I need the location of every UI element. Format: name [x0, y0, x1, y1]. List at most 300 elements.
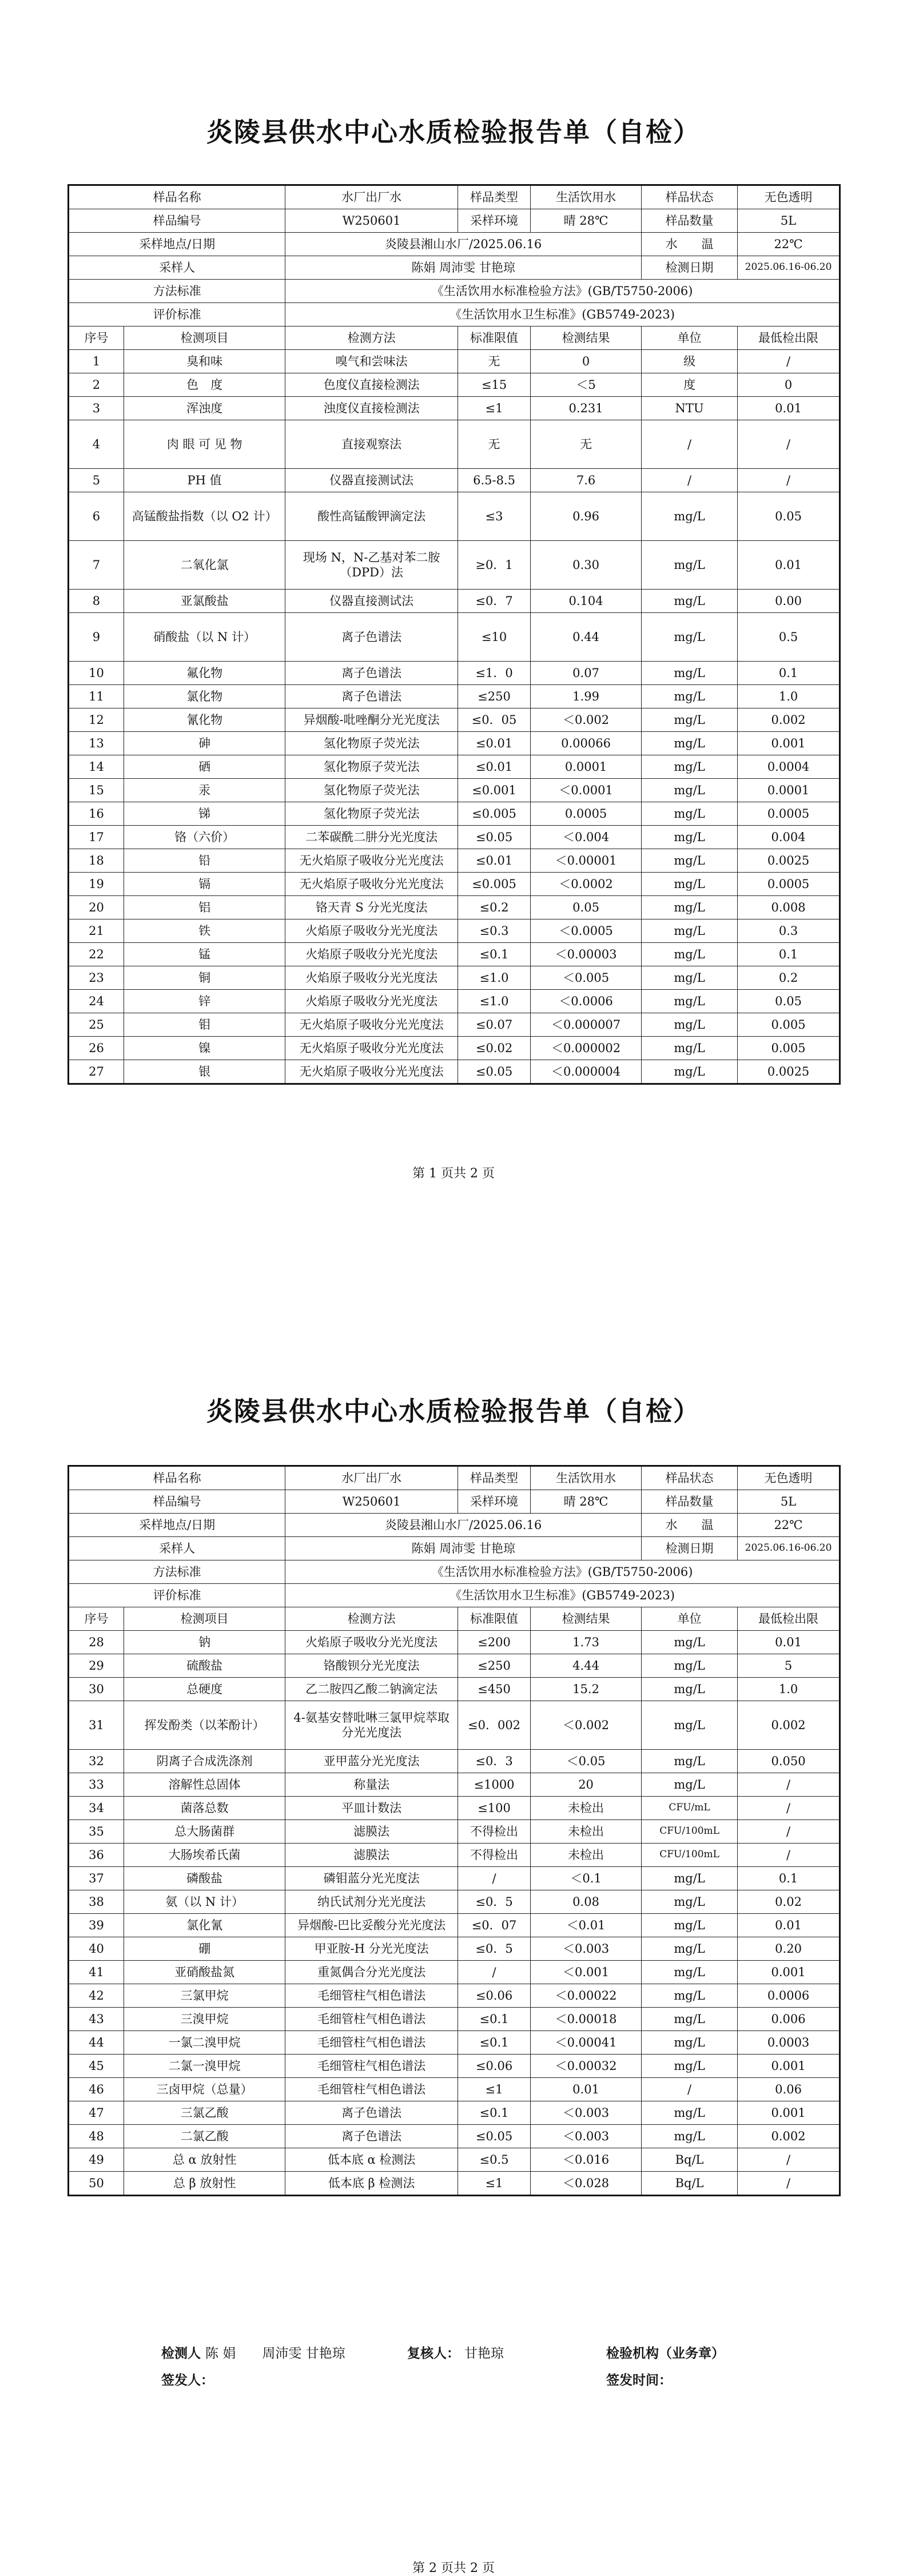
table-row: [69, 2078, 840, 2101]
table-row: [69, 420, 840, 469]
row-unit: mg/L: [642, 492, 738, 541]
row-method: 纳氏试剂分光光度法: [285, 1890, 458, 1914]
row-item: 锑: [124, 802, 285, 826]
row-result: ＜0.000004: [531, 1060, 642, 1084]
row-item: 亚氯酸盐: [124, 590, 285, 613]
row-result: ＜0.01: [531, 1914, 642, 1937]
row-result: ＜0.0001: [531, 779, 642, 802]
col-item: 检测项目: [124, 1607, 285, 1631]
row-no: 8: [69, 590, 124, 613]
row-no: 24: [69, 990, 124, 1013]
row-unit: mg/L: [642, 2055, 738, 2078]
row-item: 汞: [124, 779, 285, 802]
row-result: ＜0.028: [531, 2172, 642, 2196]
row-limit: ≤0.07: [458, 1013, 530, 1037]
row-min-detect: /: [738, 1844, 840, 1867]
row-unit: mg/L: [642, 1867, 738, 1890]
row-min-detect: 0.20: [738, 1937, 840, 1961]
row-limit: ≤1.0: [458, 990, 530, 1013]
row-min-detect: 0.01: [738, 397, 840, 420]
row-limit: 无: [458, 350, 530, 373]
table-row: [69, 1820, 840, 1844]
row-item: 镉: [124, 873, 285, 896]
column-header-row: [69, 327, 840, 350]
table-row: [69, 802, 840, 826]
row-method: 低本底 α 检测法: [285, 2148, 458, 2172]
row-result: ＜0.002: [531, 708, 642, 732]
row-item: 肉 眼 可 见 物: [124, 420, 285, 469]
row-method: 直接观察法: [285, 420, 458, 469]
row-method: 滤膜法: [285, 1844, 458, 1867]
row-no: 15: [69, 779, 124, 802]
row-result: ＜0.003: [531, 2101, 642, 2125]
table-row: [69, 966, 840, 990]
results-body: [69, 350, 840, 1084]
row-unit: CFU/mL: [642, 1797, 738, 1820]
col-no: 序号: [69, 327, 124, 350]
row-limit: ≤0.3: [458, 919, 530, 943]
row-result: 0.0005: [531, 802, 642, 826]
row-method: 离子色谱法: [285, 662, 458, 685]
row-min-detect: 0.01: [738, 1914, 840, 1937]
row-unit: mg/L: [642, 685, 738, 708]
row-item: 总硬度: [124, 1678, 285, 1701]
table-row: [69, 1844, 840, 1867]
row-limit: 无: [458, 420, 530, 469]
row-method: 无火焰原子吸收分光光度法: [285, 1013, 458, 1037]
row-result: ＜0.005: [531, 966, 642, 990]
sample-state: 无色透明: [738, 185, 840, 209]
row-min-detect: 0.0004: [738, 755, 840, 779]
row-min-detect: /: [738, 2148, 840, 2172]
row-limit: /: [458, 1961, 530, 1984]
sample-no-label: 样品编号: [69, 209, 285, 233]
row-method: 平皿计数法: [285, 1797, 458, 1820]
row-method: 甲亚胺-H 分光光度法: [285, 1937, 458, 1961]
row-min-detect: 0.001: [738, 1961, 840, 1984]
row-no: 9: [69, 613, 124, 662]
col-limit: 标准限值: [458, 327, 530, 350]
row-item: 镍: [124, 1037, 285, 1060]
row-result: 0.01: [531, 2078, 642, 2101]
row-limit: ≤0．7: [458, 590, 530, 613]
row-limit: ≤15: [458, 373, 530, 397]
qty: 5L: [738, 1490, 840, 1514]
row-limit: ≥0．1: [458, 541, 530, 590]
table-row: [69, 2055, 840, 2078]
row-min-detect: 0.05: [738, 492, 840, 541]
row-limit: ≤0.02: [458, 1037, 530, 1060]
row-unit: mg/L: [642, 2101, 738, 2125]
row-result: 1.99: [531, 685, 642, 708]
row-result: 0.96: [531, 492, 642, 541]
row-method: 磷钼蓝分光光度法: [285, 1867, 458, 1890]
row-result: 无: [531, 420, 642, 469]
row-min-detect: 0.0005: [738, 802, 840, 826]
row-no: 27: [69, 1060, 124, 1084]
row-min-detect: 0.01: [738, 541, 840, 590]
row-limit: ≤1: [458, 2172, 530, 2196]
table-row: [69, 708, 840, 732]
place-label: 采样地点/日期: [69, 233, 285, 256]
row-method: 现场 N，N-乙基对苯二胺（DPD）法: [285, 541, 458, 590]
table-row: [69, 541, 840, 590]
env-label: 采样环境: [458, 1490, 530, 1514]
row-result: 20: [531, 1773, 642, 1797]
row-item: 总 α 放射性: [124, 2148, 285, 2172]
row-method: 4-氨基安替吡啉三氯甲烷萃取分光光度法: [285, 1701, 458, 1750]
row-no: 11: [69, 685, 124, 708]
row-method: 无火焰原子吸收分光光度法: [285, 1060, 458, 1084]
row-limit: ≤0.06: [458, 1984, 530, 2008]
row-unit: mg/L: [642, 755, 738, 779]
row-unit: mg/L: [642, 1961, 738, 1984]
row-item: 铝: [124, 896, 285, 919]
row-limit: /: [458, 1867, 530, 1890]
test-date-label: 检测日期: [642, 1537, 738, 1560]
row-method: 仪器直接测试法: [285, 590, 458, 613]
row-item: 氟化物: [124, 662, 285, 685]
row-result: 15.2: [531, 1678, 642, 1701]
row-unit: mg/L: [642, 873, 738, 896]
table-row: [69, 826, 840, 849]
row-unit: NTU: [642, 397, 738, 420]
table-row: [69, 1013, 840, 1037]
row-result: 0.00066: [531, 732, 642, 755]
row-method: 离子色谱法: [285, 613, 458, 662]
sample-name-label: 样品名称: [69, 1466, 285, 1490]
eval-std: 《生活饮用水卫生标准》(GB5749-2023): [285, 303, 840, 327]
row-method: 二苯碳酰二肼分光光度法: [285, 826, 458, 849]
row-item: 三氯甲烷: [124, 1984, 285, 2008]
row-no: 47: [69, 2101, 124, 2125]
row-min-detect: 0.3: [738, 919, 840, 943]
table-row: [69, 2101, 840, 2125]
row-no: 29: [69, 1654, 124, 1678]
qty: 5L: [738, 209, 840, 233]
row-method: 无火焰原子吸收分光光度法: [285, 1037, 458, 1060]
test-date: 2025.06.16-06.20: [738, 256, 840, 280]
row-limit: ≤0．002: [458, 1701, 530, 1750]
row-item: 铬（六价）: [124, 826, 285, 849]
reviewer-name: 甘艳琼: [464, 2346, 504, 2361]
row-result: 未检出: [531, 1797, 642, 1820]
row-method: 嗅气和尝味法: [285, 350, 458, 373]
row-unit: mg/L: [642, 1984, 738, 2008]
row-unit: mg/L: [642, 1701, 738, 1750]
row-item: 铜: [124, 966, 285, 990]
row-unit: mg/L: [642, 613, 738, 662]
row-method: 氢化物原子荧光法: [285, 732, 458, 755]
row-limit: ≤0．5: [458, 1937, 530, 1961]
row-unit: mg/L: [642, 2008, 738, 2031]
row-min-detect: 0.1: [738, 943, 840, 966]
row-min-detect: 0.008: [738, 896, 840, 919]
row-unit: mg/L: [642, 896, 738, 919]
table-row: [69, 613, 840, 662]
row-limit: ≤0.1: [458, 2101, 530, 2125]
row-limit: ≤0.05: [458, 826, 530, 849]
row-method: 火焰原子吸收分光光度法: [285, 966, 458, 990]
row-limit: ≤0.01: [458, 755, 530, 779]
row-unit: mg/L: [642, 1013, 738, 1037]
table-row: [69, 1984, 840, 2008]
row-item: 锰: [124, 943, 285, 966]
table-row: [69, 2125, 840, 2148]
tester-names: 陈 娟 周沛雯 甘艳琼: [205, 2346, 345, 2361]
row-method: 离子色谱法: [285, 2101, 458, 2125]
row-limit: 6.5-8.5: [458, 469, 530, 492]
row-unit: mg/L: [642, 990, 738, 1013]
row-method: 铬酸钡分光光度法: [285, 1654, 458, 1678]
row-method: 离子色谱法: [285, 2125, 458, 2148]
row-item: 钼: [124, 1013, 285, 1037]
row-item: 铁: [124, 919, 285, 943]
row-method: 毛细管柱气相色谱法: [285, 2055, 458, 2078]
row-min-detect: /: [738, 420, 840, 469]
row-no: 6: [69, 492, 124, 541]
row-limit: ≤0.1: [458, 943, 530, 966]
row-unit: mg/L: [642, 1678, 738, 1701]
row-result: 0.0001: [531, 755, 642, 779]
row-item: 阴离子合成洗涤剂: [124, 1750, 285, 1773]
row-unit: /: [642, 420, 738, 469]
row-method: 火焰原子吸收分光光度法: [285, 943, 458, 966]
sampler: 陈娟 周沛雯 甘艳琼: [285, 1537, 642, 1560]
row-min-detect: 0.02: [738, 1890, 840, 1914]
row-limit: ≤10: [458, 613, 530, 662]
row-unit: mg/L: [642, 802, 738, 826]
row-unit: mg/L: [642, 1773, 738, 1797]
row-method: 色度仪直接检测法: [285, 373, 458, 397]
table-row: [69, 779, 840, 802]
env-label: 采样环境: [458, 209, 530, 233]
row-item: 氯化物: [124, 685, 285, 708]
row-result: 0.44: [531, 613, 642, 662]
table-row: [69, 1678, 840, 1701]
row-result: 0: [531, 350, 642, 373]
row-result: ＜0.00003: [531, 943, 642, 966]
row-method: 氢化物原子荧光法: [285, 802, 458, 826]
row-item: 硒: [124, 755, 285, 779]
row-item: 硼: [124, 1937, 285, 1961]
row-result: 7.6: [531, 469, 642, 492]
method-std-label: 方法标准: [69, 280, 285, 303]
table-row: [69, 350, 840, 373]
row-item: 硝酸盐（以 N 计）: [124, 613, 285, 662]
row-no: 17: [69, 826, 124, 849]
report-table: [67, 184, 841, 1085]
row-result: ＜0.002: [531, 1701, 642, 1750]
row-limit: ≤250: [458, 685, 530, 708]
row-no: 41: [69, 1961, 124, 1984]
col-result: 检测结果: [531, 1607, 642, 1631]
row-result: ＜0.000002: [531, 1037, 642, 1060]
row-min-detect: 1.0: [738, 1678, 840, 1701]
sample-name: 水厂出厂水: [285, 185, 458, 209]
row-method: 浊度仪直接检测法: [285, 397, 458, 420]
row-item: 浑浊度: [124, 397, 285, 420]
row-limit: ≤0.05: [458, 2125, 530, 2148]
table-row: [69, 919, 840, 943]
col-item: 检测项目: [124, 327, 285, 350]
row-no: 49: [69, 2148, 124, 2172]
row-min-detect: 0.0005: [738, 873, 840, 896]
row-item: 氰化物: [124, 708, 285, 732]
row-item: 亚硝酸盐氮: [124, 1961, 285, 1984]
col-min-detect: 最低检出限: [738, 1607, 840, 1631]
row-result: ＜0.00041: [531, 2031, 642, 2055]
row-unit: mg/L: [642, 826, 738, 849]
table-row: [69, 1631, 840, 1654]
table-row: [69, 990, 840, 1013]
row-limit: ≤3: [458, 492, 530, 541]
water-temp: 22℃: [738, 233, 840, 256]
row-unit: mg/L: [642, 919, 738, 943]
row-unit: mg/L: [642, 708, 738, 732]
row-no: 3: [69, 397, 124, 420]
row-limit: ≤200: [458, 1631, 530, 1654]
row-result: 0.08: [531, 1890, 642, 1914]
row-no: 36: [69, 1844, 124, 1867]
row-item: 色 度: [124, 373, 285, 397]
row-unit: mg/L: [642, 849, 738, 873]
table-row: [69, 896, 840, 919]
row-min-detect: 0.002: [738, 1701, 840, 1750]
row-min-detect: 0.005: [738, 1037, 840, 1060]
row-limit: ≤0．5: [458, 1890, 530, 1914]
sample-no-label: 样品编号: [69, 1490, 285, 1514]
row-no: 19: [69, 873, 124, 896]
sample-type: 生活饮用水: [531, 185, 642, 209]
qty-label: 样品数量: [642, 209, 738, 233]
tester-label: 检测人: [161, 2346, 201, 2361]
row-min-detect: 5: [738, 1654, 840, 1678]
row-result: ＜0.000007: [531, 1013, 642, 1037]
row-limit: ≤0.06: [458, 2055, 530, 2078]
row-no: 5: [69, 469, 124, 492]
report-title: 炎陵县供水中心水质检验报告单（自检）: [206, 1396, 701, 1427]
table-row: [69, 849, 840, 873]
issue-time-label: 签发时间：: [606, 2372, 672, 2388]
row-min-detect: /: [738, 1773, 840, 1797]
row-no: 38: [69, 1890, 124, 1914]
eval-std: 《生活饮用水卫生标准》(GB5749-2023): [285, 1584, 840, 1607]
table-row: [69, 1867, 840, 1890]
eval-std-label: 评价标准: [69, 303, 285, 327]
row-result: 4.44: [531, 1654, 642, 1678]
report-title: 炎陵县供水中心水质检验报告单（自检）: [206, 117, 701, 148]
env: 晴 28℃: [531, 209, 642, 233]
row-limit: ≤0.005: [458, 873, 530, 896]
row-result: 1.73: [531, 1631, 642, 1654]
row-no: 13: [69, 732, 124, 755]
row-min-detect: /: [738, 469, 840, 492]
col-method: 检测方法: [285, 1607, 458, 1631]
row-unit: mg/L: [642, 779, 738, 802]
row-min-detect: 0.0006: [738, 1984, 840, 2008]
table-row: [69, 1797, 840, 1820]
row-no: 46: [69, 2078, 124, 2101]
row-unit: mg/L: [642, 1631, 738, 1654]
row-unit: 度: [642, 373, 738, 397]
row-method: 火焰原子吸收分光光度法: [285, 990, 458, 1013]
issuer-label: 签发人：: [161, 2372, 214, 2388]
row-item: 磷酸盐: [124, 1867, 285, 1890]
row-limit: ≤0.001: [458, 779, 530, 802]
row-unit: mg/L: [642, 1750, 738, 1773]
row-result: 0.231: [531, 397, 642, 420]
row-unit: mg/L: [642, 590, 738, 613]
row-min-detect: 0.006: [738, 2008, 840, 2031]
row-limit: ≤1: [458, 2078, 530, 2101]
method-std: 《生活饮用水标准检验方法》(GB/T5750-2006): [285, 280, 840, 303]
row-no: 30: [69, 1678, 124, 1701]
row-result: 0.104: [531, 590, 642, 613]
sample-state-label: 样品状态: [642, 185, 738, 209]
row-no: 39: [69, 1914, 124, 1937]
table-row: [69, 469, 840, 492]
row-item: 总 β 放射性: [124, 2172, 285, 2196]
row-item: PH 值: [124, 469, 285, 492]
place: 炎陵县湘山水厂/2025.06.16: [285, 233, 642, 256]
row-no: 4: [69, 420, 124, 469]
table-row: [69, 1890, 840, 1914]
row-unit: CFU/100mL: [642, 1844, 738, 1867]
row-method: 乙二胺四乙酸二钠滴定法: [285, 1678, 458, 1701]
row-min-detect: 0.0025: [738, 1060, 840, 1084]
table-row: [69, 1773, 840, 1797]
row-method: 毛细管柱气相色谱法: [285, 2008, 458, 2031]
row-method: 毛细管柱气相色谱法: [285, 1984, 458, 2008]
page-footer: 第 2 页共 2 页: [412, 2561, 495, 2575]
row-min-detect: 0.004: [738, 826, 840, 849]
row-no: 23: [69, 966, 124, 990]
report-page-2: [0, 1282, 907, 2575]
row-unit: Bq/L: [642, 2148, 738, 2172]
row-result: ＜0.001: [531, 1961, 642, 1984]
row-result: ＜0.0005: [531, 919, 642, 943]
row-result: ＜0.05: [531, 1750, 642, 1773]
row-limit: ≤0.2: [458, 896, 530, 919]
row-unit: mg/L: [642, 1037, 738, 1060]
row-min-detect: 0.001: [738, 2101, 840, 2125]
row-limit: ≤0.005: [458, 802, 530, 826]
reviewer-signature: [407, 2343, 504, 2362]
row-no: 32: [69, 1750, 124, 1773]
row-min-detect: /: [738, 350, 840, 373]
row-method: 火焰原子吸收分光光度法: [285, 1631, 458, 1654]
row-method: 无火焰原子吸收分光光度法: [285, 849, 458, 873]
row-item: 溶解性总固体: [124, 1773, 285, 1797]
row-no: 35: [69, 1820, 124, 1844]
sample-no: W250601: [285, 209, 458, 233]
row-method: 铬天青 S 分光光度法: [285, 896, 458, 919]
test-date: 2025.06.16-06.20: [738, 1537, 840, 1560]
row-result: ＜0.00032: [531, 2055, 642, 2078]
row-min-detect: /: [738, 2172, 840, 2196]
table-row: [69, 373, 840, 397]
row-result: ＜0.1: [531, 1867, 642, 1890]
row-item: 菌落总数: [124, 1797, 285, 1820]
row-result: ＜0.003: [531, 1937, 642, 1961]
row-item: 砷: [124, 732, 285, 755]
table-row: [69, 1060, 840, 1084]
row-method: 低本底 β 检测法: [285, 2172, 458, 2196]
row-method: 异烟酸-吡唑酮分光光度法: [285, 708, 458, 732]
row-limit: ≤0.1: [458, 2008, 530, 2031]
sample-type-label: 样品类型: [458, 185, 530, 209]
